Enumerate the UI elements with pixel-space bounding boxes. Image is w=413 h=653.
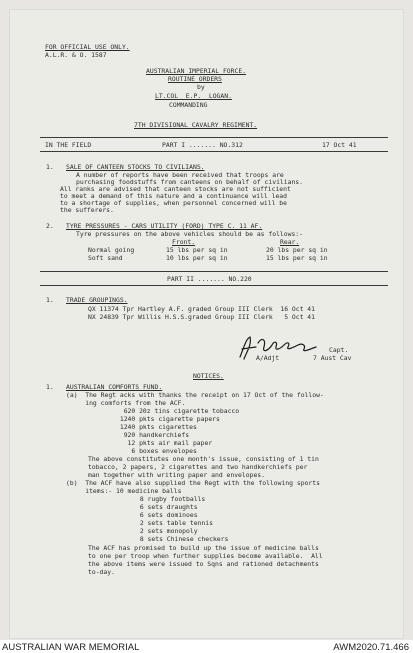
item-number: 1. [46, 296, 54, 304]
location-label: IN THE FIELD [45, 141, 92, 149]
sports-list-item: 8 rugby footballs [136, 495, 206, 503]
item-heading: AUSTRALIAN COMFORTS FUND. [66, 383, 163, 391]
divider-rule [40, 137, 388, 138]
comfort-list-item: 1240 pkts cigarettes [116, 423, 197, 431]
column-header-front: Front. [172, 238, 196, 246]
column-header-rear: Rear. [280, 238, 300, 246]
commanding-officer: LT.COL E.P. LOGAN. [155, 92, 232, 100]
notice-text-line: (a) The Regt acks with thanks the receipt on 17 Oct of the follow- [66, 391, 324, 399]
notice-text-line: The above constitutes one month's issue, consisting of 1 tin [88, 455, 319, 463]
sports-list-item: 8 sets Chinese checkers [136, 535, 229, 543]
item-heading: TRADE GROUPINGS. [66, 296, 128, 304]
item-number: 1. [46, 383, 54, 391]
sports-list-item: 6 sets dominoes [136, 511, 198, 519]
orders-title: ROUTINE ORDERS [168, 75, 222, 83]
table-cell-rear: 15 lbs per sq in [266, 254, 328, 262]
item-text-line: All ranks are advised that canteen stocks are not sufficient [60, 185, 291, 193]
comfort-list-item: 6 boxes envelopes [116, 447, 197, 455]
archive-caption-bar [0, 640, 413, 653]
notice-text-line: man together with writing paper and envelopes. [88, 471, 265, 479]
table-row-label: Soft sand [88, 254, 123, 262]
trade-row: QX 11374 Tpr Hartley A.F. graded Group III Clerk 16 Oct 41 [88, 305, 316, 313]
part-two-number: PART II ....... NO.220 [167, 275, 252, 283]
signatory-appointment: A/Adjt [256, 354, 280, 362]
comfort-list-item: 12 pkts air mail paper [116, 439, 213, 447]
accession-number: AWM2020.71.466 [333, 642, 409, 653]
sports-list-item: 2 sets table tennis [136, 519, 213, 527]
item-number: 2. [46, 222, 54, 230]
divider-rule [40, 151, 388, 152]
force-title: AUSTRALIAN IMPERIAL FORCE. [146, 67, 247, 75]
item-text-line: to a shortage of supplies, when personnel concerned will be [60, 199, 288, 207]
notice-text-line: the above items were issued to Sqns and rationed detachments [88, 560, 319, 568]
signatory-rank: Capt. [329, 346, 349, 354]
by-line: by [197, 83, 205, 91]
table-cell-front: 15 lbs per sq in [166, 246, 228, 254]
notice-text-line: to one per troop when further supplies become available. All [88, 552, 323, 560]
divider-rule [40, 271, 388, 272]
commanding-label: COMMANDING [169, 101, 208, 109]
comfort-list-item: 1240 pkts cigarette papers [116, 415, 220, 423]
item-heading: SALE OF CANTEEN STOCKS TO CIVILIANS. [66, 163, 205, 171]
item-text-line: A number of reports have been received that troops are [76, 171, 284, 179]
sports-list-item: 2 sets monopoly [136, 527, 198, 535]
item-heading: TYRE PRESSURES - CARS UTILITY (FORD) TYPE C. 11 AF. [66, 222, 263, 230]
table-cell-front: 10 lbs per sq in [166, 254, 228, 262]
comfort-list-item: 620 20z tins cigarette tobacco [116, 407, 240, 415]
classification-marking: FOR OFFICIAL USE ONLY. [45, 43, 130, 51]
signatory-unit: 7 Aust Cav [313, 354, 352, 362]
notices-title: NOTICES. [193, 372, 224, 380]
sports-list-item: 6 sets draughts [136, 503, 198, 511]
document-reference: A.L.R. & O. 1587 [45, 51, 107, 59]
notice-text-line: items:- 10 medicine balls [66, 487, 182, 495]
item-number: 1. [46, 163, 54, 171]
item-text-line: to meet a demand of this nature and a continuance will lead [60, 192, 288, 200]
notice-text-line: ing comforts from the ACF. [66, 399, 186, 407]
trade-row: NX 24839 Tpr Willis H.S.S.graded Group III Clerk 5 Oct 41 [88, 313, 316, 321]
comfort-list-item: 920 handkerchiefs [116, 431, 190, 439]
item-text-line: Tyre pressures on the above vehicles should be as follows:- [76, 230, 304, 238]
item-text-line: the sufferers. [60, 206, 114, 214]
notice-text-line: The ACF has promised to build up the issue of medicine balls [88, 544, 319, 552]
part-one-number: PART I ....... NO.312 [162, 141, 243, 149]
table-cell-rear: 20 lbs per sq in [266, 246, 328, 254]
notice-text-line: (b) The ACF have also supplied the Regt with the following sports [66, 479, 320, 487]
unit-title: 7TH DIVISIONAL CAVALRY REGIMENT. [134, 121, 258, 129]
notice-text-line: tobacco, 2 papers, 2 cigarettes and two handkerchiefs per [88, 463, 308, 471]
archive-name: AUSTRALIAN WAR MEMORIAL [2, 642, 140, 653]
table-row-label: Normal going [88, 246, 135, 254]
order-date: 17 Oct 41 [322, 141, 357, 149]
item-text-line: purchasing foodstuffs from canteens on behalf of civilians. [76, 178, 304, 186]
divider-rule [40, 285, 388, 286]
notice-text-line: to-day. [88, 568, 115, 576]
